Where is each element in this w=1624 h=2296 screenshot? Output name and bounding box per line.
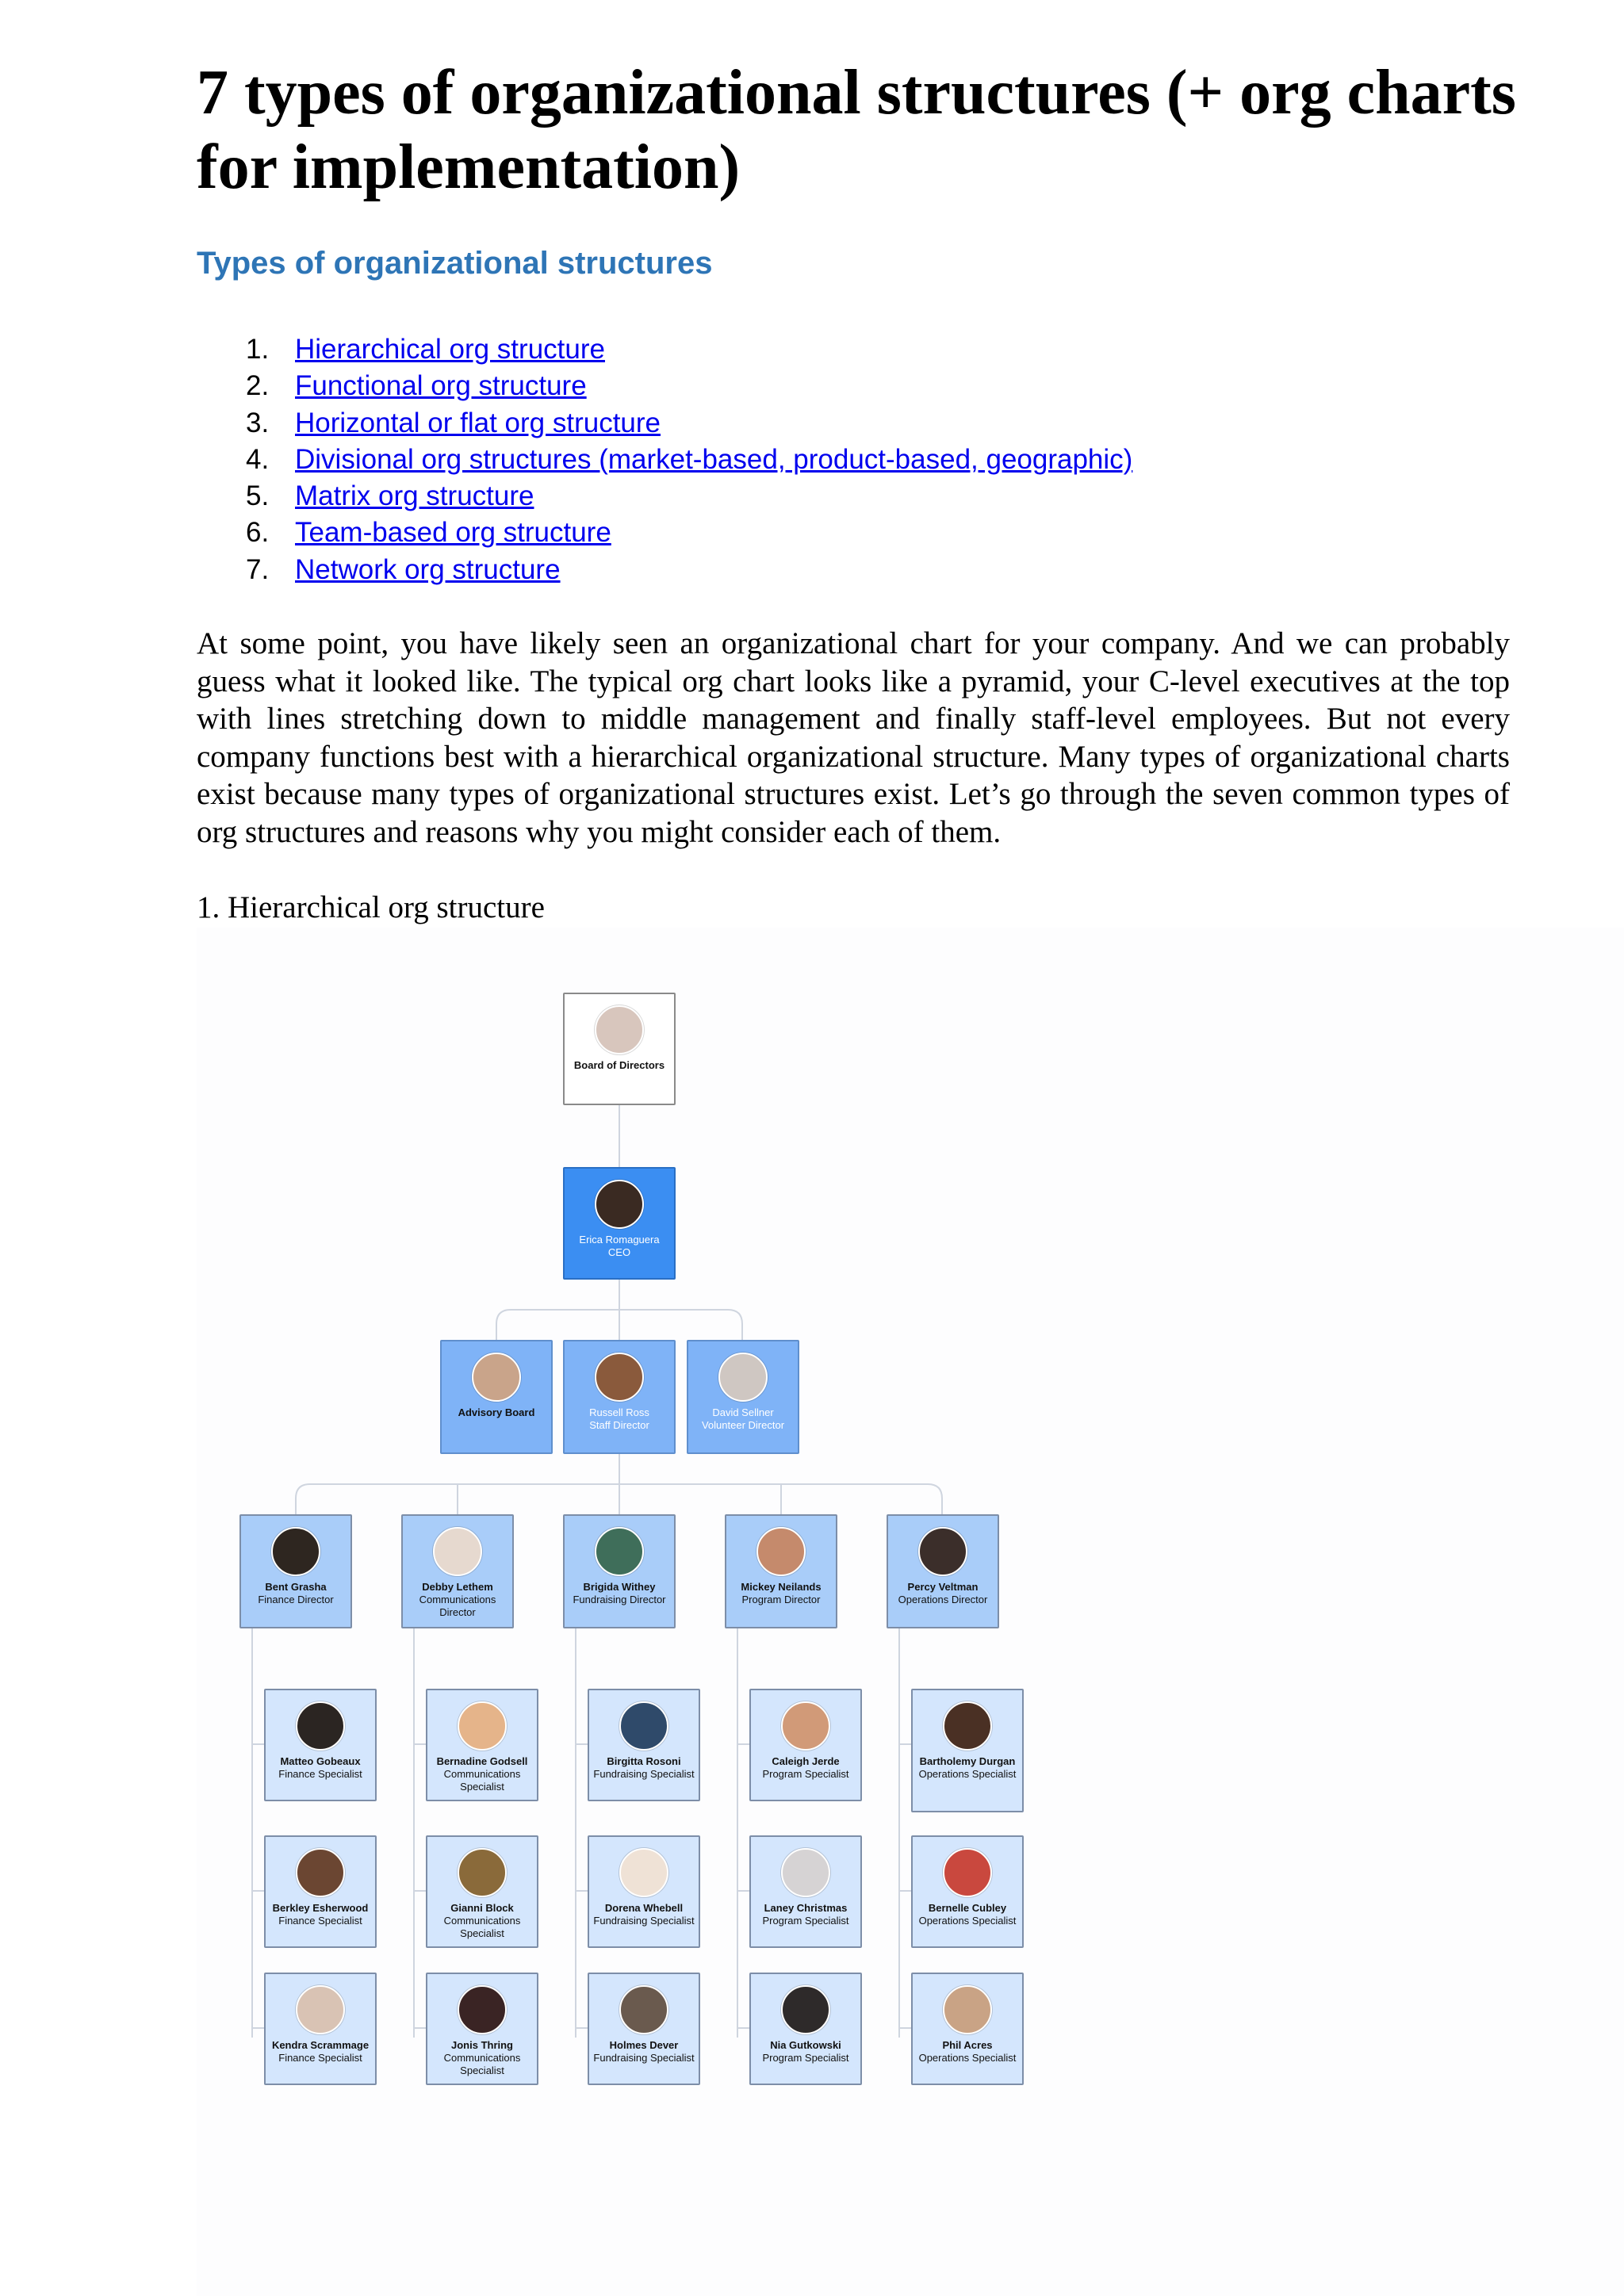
- node-name: Mickey Neilands: [741, 1581, 822, 1593]
- intro-paragraph: At some point, you have likely seen an organizational chart for your company. And we can probably guess what it looked like. The typical org chart looks like a pyramid, your C-level executives at the top with lines stretching down to middle management and finally staff-level employees. But not every company functions best with a hierarchical organizational structure. Many types of organizational charts exist because many types of organizational structures exist. Let’s go through the seven common types of org structures and reasons why you might consider each of them.: [197, 626, 1510, 849]
- avatar: [595, 1005, 644, 1054]
- org-node-specialist[interactable]: [264, 1973, 377, 2085]
- node-role: Program Director: [741, 1594, 821, 1605]
- toc-number: 3.: [246, 407, 270, 438]
- org-node-director[interactable]: [887, 1514, 999, 1628]
- avatar: [595, 1180, 644, 1229]
- node-name: Russell Ross: [589, 1406, 649, 1418]
- org-node-specialist[interactable]: [749, 1689, 862, 1801]
- connector-line: [496, 1280, 742, 1340]
- org-node-director[interactable]: [401, 1514, 514, 1628]
- org-node-staff-director[interactable]: [563, 1340, 676, 1454]
- avatar: [943, 1701, 992, 1751]
- avatar: [781, 1985, 830, 2034]
- avatar: [619, 1701, 668, 1751]
- avatar: [943, 1985, 992, 2034]
- node-role: Operations Specialist: [918, 1915, 1017, 1927]
- node-name: Bernelle Cubley: [928, 1902, 1007, 1914]
- org-node-ceo[interactable]: [563, 1167, 676, 1280]
- node-role: Communications Specialist: [443, 1768, 521, 1793]
- node-name: Dorena Whebell: [604, 1902, 684, 1914]
- node-name: Bent Grasha: [265, 1581, 327, 1593]
- node-role: Communications Specialist: [443, 2052, 521, 2076]
- avatar: [458, 1701, 507, 1751]
- org-node-specialist[interactable]: [749, 1835, 862, 1948]
- avatar: [943, 1848, 992, 1897]
- node-name: David Sellner: [712, 1406, 774, 1418]
- org-node-board[interactable]: [563, 993, 676, 1105]
- node-name: Phil Acres: [942, 2039, 993, 2051]
- node-name: Bartholemy Durgan: [919, 1755, 1016, 1767]
- toc-number: 1.: [246, 334, 270, 365]
- toc-heading: Types of organizational structures: [197, 246, 713, 281]
- avatar: [595, 1353, 644, 1402]
- toc-link-network[interactable]: Network org structure: [295, 553, 561, 585]
- org-node-specialist[interactable]: [426, 1973, 538, 2085]
- node-role: Operations Specialist: [918, 2052, 1017, 2064]
- toc-number: 7.: [246, 553, 270, 585]
- toc-link-matrix[interactable]: Matrix org structure: [295, 480, 534, 512]
- node-role: Finance Specialist: [278, 1768, 362, 1780]
- toc-link-horizontal[interactable]: Horizontal or flat org structure: [295, 407, 661, 438]
- node-role: Communications Specialist: [443, 1915, 521, 1939]
- node-role: Staff Director: [589, 1419, 649, 1431]
- avatar: [781, 1848, 830, 1897]
- node-name: Bernadine Godsell: [436, 1755, 528, 1767]
- avatar: [918, 1527, 967, 1576]
- avatar: [756, 1527, 806, 1576]
- node-role: Program Specialist: [762, 1768, 849, 1780]
- org-node-specialist[interactable]: [911, 1835, 1024, 1948]
- toc-link-hierarchical[interactable]: Hierarchical org structure: [295, 334, 605, 365]
- node-name: Gianni Block: [450, 1902, 514, 1914]
- node-role: CEO: [607, 1246, 631, 1258]
- avatar: [296, 1848, 345, 1897]
- toc-link-team-based[interactable]: Team-based org structure: [295, 517, 611, 549]
- avatar: [433, 1527, 482, 1576]
- avatar: [619, 1848, 668, 1897]
- org-node-specialist[interactable]: [588, 1973, 700, 2085]
- connector-line: [576, 1628, 588, 2038]
- org-node-specialist[interactable]: [264, 1835, 377, 1948]
- connector-line: [899, 1628, 911, 2038]
- node-role: Communications Director: [419, 1594, 496, 1618]
- org-node-specialist[interactable]: [588, 1835, 700, 1948]
- page-title: 7 types of organizational structures (+ org charts for implementation): [197, 58, 1516, 202]
- node-name: Birgitta Rosoni: [607, 1755, 681, 1767]
- node-role: Finance Specialist: [278, 1915, 362, 1927]
- org-node-volunteer-director[interactable]: [687, 1340, 799, 1454]
- node-name: Kendra Scrammage: [271, 2039, 370, 2051]
- toc-number: 5.: [246, 480, 270, 512]
- toc-link-divisional[interactable]: Divisional org structures (market-based, product-based, geographic): [295, 443, 1133, 475]
- connector-line: [252, 1628, 264, 2038]
- node-role: Fundraising Specialist: [593, 1915, 695, 1927]
- avatar: [458, 1848, 507, 1897]
- avatar: [296, 1701, 345, 1751]
- node-name: Advisory Board: [458, 1406, 535, 1418]
- node-role: Operations Specialist: [918, 1768, 1017, 1780]
- node-role: Program Specialist: [762, 1915, 849, 1927]
- org-node-director[interactable]: [725, 1514, 837, 1628]
- node-role: Fundraising Director: [573, 1594, 666, 1605]
- node-name: Caleigh Jerde: [772, 1755, 840, 1767]
- node-role: Volunteer Director: [701, 1419, 785, 1431]
- node-name: Holmes Dever: [609, 2039, 679, 2051]
- node-name: Matteo Gobeaux: [280, 1755, 361, 1767]
- node-role: Fundraising Specialist: [593, 1768, 695, 1780]
- org-node-director[interactable]: [563, 1514, 676, 1628]
- toc-link-functional[interactable]: Functional org structure: [295, 370, 587, 402]
- toc-number: 4.: [246, 443, 270, 475]
- connector-line: [296, 1454, 942, 1514]
- node-name: Berkley Esherwood: [272, 1902, 369, 1914]
- node-name: Brigida Withey: [583, 1581, 656, 1593]
- node-name: Board of Directors: [573, 1059, 665, 1071]
- node-name: Nia Gutkowski: [770, 2039, 841, 2051]
- node-name: Erica Romaguera: [579, 1234, 660, 1246]
- avatar: [619, 1985, 668, 2034]
- org-node-specialist[interactable]: [264, 1689, 377, 1801]
- toc-number: 2.: [246, 370, 270, 402]
- node-name: Percy Veltman: [907, 1581, 979, 1593]
- avatar: [781, 1701, 830, 1751]
- org-node-specialist[interactable]: [426, 1835, 538, 1948]
- section-heading: 1. Hierarchical org structure: [197, 890, 545, 924]
- node-role: Program Specialist: [762, 2052, 849, 2064]
- avatar: [718, 1353, 768, 1402]
- connector-line: [737, 1628, 749, 2038]
- node-name: Laney Christmas: [764, 1902, 848, 1914]
- node-role: Finance Director: [258, 1594, 334, 1605]
- avatar: [271, 1527, 320, 1576]
- avatar: [296, 1985, 345, 2034]
- node-role: Finance Specialist: [278, 2052, 362, 2064]
- org-node-specialist[interactable]: [426, 1689, 538, 1801]
- org-node-director[interactable]: [239, 1514, 352, 1628]
- org-node-specialist[interactable]: [911, 1689, 1024, 1812]
- avatar: [458, 1985, 507, 2034]
- connector-line: [414, 1628, 426, 2038]
- org-node-specialist[interactable]: [911, 1973, 1024, 2085]
- avatar: [595, 1527, 644, 1576]
- toc-number: 6.: [246, 517, 270, 549]
- org-node-advisory-board[interactable]: [440, 1340, 553, 1454]
- org-node-specialist[interactable]: [588, 1689, 700, 1801]
- org-node-specialist[interactable]: [749, 1973, 862, 2085]
- node-role: Operations Director: [898, 1594, 988, 1605]
- node-name: Debby Lethem: [422, 1581, 493, 1593]
- node-name: Jonis Thring: [451, 2039, 513, 2051]
- avatar: [472, 1353, 521, 1402]
- node-role: Fundraising Specialist: [593, 2052, 695, 2064]
